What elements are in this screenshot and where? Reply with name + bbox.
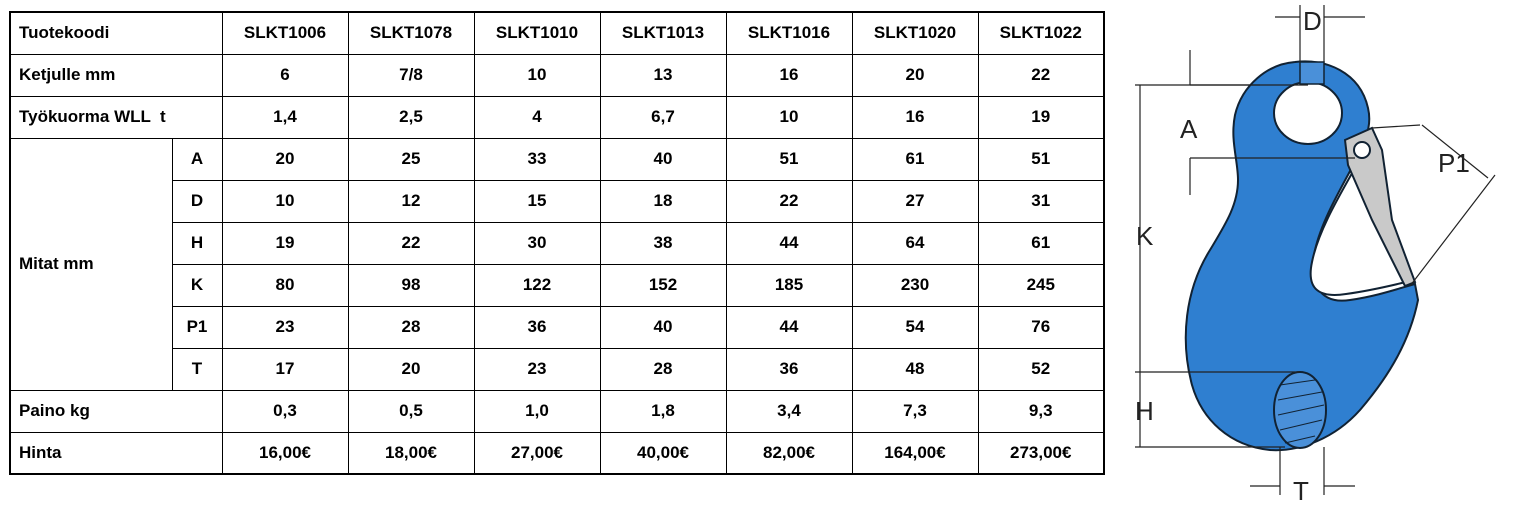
dim-label: A [172,138,222,180]
label-h: H [1135,396,1154,426]
row-dim-a [10,138,1104,180]
hook-body [1186,61,1418,450]
value-cell: 22 [726,180,852,222]
value-cell: 51 [978,138,1104,180]
code-cell: SLKT1006 [222,12,348,54]
value-cell: 245 [978,264,1104,306]
row-dim-d [10,180,1104,222]
value-cell: 1,8 [600,390,726,432]
row-label-hinta: Hinta [10,432,222,474]
value-cell: 52 [978,348,1104,390]
value-cell: 230 [852,264,978,306]
value-cell: 54 [852,306,978,348]
value-cell: 122 [474,264,600,306]
value-cell: 28 [348,306,474,348]
value-cell: 6,7 [600,96,726,138]
value-cell: 7,3 [852,390,978,432]
row-dim-p1 [10,306,1104,348]
label-d: D [1303,6,1322,36]
value-cell: 16 [726,54,852,96]
value-cell: 30 [474,222,600,264]
value-cell: 10 [474,54,600,96]
value-cell: 48 [852,348,978,390]
value-cell: 23 [222,306,348,348]
row-label-paino: Paino kg [10,390,222,432]
value-cell: 10 [726,96,852,138]
value-cell: 20 [348,348,474,390]
value-cell: 36 [474,306,600,348]
label-t: T [1293,476,1309,506]
row-hinta [10,432,1104,474]
value-cell: 61 [852,138,978,180]
value-cell: 40 [600,138,726,180]
value-cell: 20 [852,54,978,96]
row-label-tyokuorma: Työkuorma WLL t [10,96,222,138]
label-p1: P1 [1438,148,1470,178]
price-cell: 18,00€ [348,432,474,474]
value-cell: 22 [978,54,1104,96]
price-cell: 273,00€ [978,432,1104,474]
value-cell: 17 [222,348,348,390]
value-cell: 1,4 [222,96,348,138]
value-cell: 44 [726,306,852,348]
dim-label: P1 [172,306,222,348]
hook-diagram [1110,0,1510,511]
code-cell: SLKT1016 [726,12,852,54]
value-cell: 25 [348,138,474,180]
price-cell: 27,00€ [474,432,600,474]
value-cell: 40 [600,306,726,348]
label-k: K [1136,221,1154,251]
row-tyokuorma [10,96,1104,138]
value-cell: 4 [474,96,600,138]
row-dim-h [10,222,1104,264]
row-product-code [10,12,1104,54]
value-cell: 185 [726,264,852,306]
value-cell: 6 [222,54,348,96]
value-cell: 15 [474,180,600,222]
value-cell: 28 [600,348,726,390]
value-cell: 19 [978,96,1104,138]
dim-label: H [172,222,222,264]
row-dim-t [10,348,1104,390]
value-cell: 9,3 [978,390,1104,432]
value-cell: 1,0 [474,390,600,432]
value-cell: 10 [222,180,348,222]
value-cell: 23 [474,348,600,390]
price-cell: 164,00€ [852,432,978,474]
value-cell: 38 [600,222,726,264]
value-cell: 64 [852,222,978,264]
value-cell: 44 [726,222,852,264]
value-cell: 2,5 [348,96,474,138]
row-label-product-code: Tuotekoodi [10,12,222,54]
value-cell: 31 [978,180,1104,222]
value-cell: 18 [600,180,726,222]
value-cell: 33 [474,138,600,180]
row-label-ketjulle: Ketjulle mm [10,54,222,96]
code-cell: SLKT1078 [348,12,474,54]
value-cell: 12 [348,180,474,222]
value-cell: 36 [726,348,852,390]
spec-table [9,11,1105,475]
row-ketjulle [10,54,1104,96]
value-cell: 27 [852,180,978,222]
value-cell: 20 [222,138,348,180]
code-cell: SLKT1020 [852,12,978,54]
value-cell: 61 [978,222,1104,264]
code-cell: SLKT1022 [978,12,1104,54]
dim-label: D [172,180,222,222]
value-cell: 16 [852,96,978,138]
row-dim-k [10,264,1104,306]
value-cell: 19 [222,222,348,264]
value-cell: 13 [600,54,726,96]
value-cell: 76 [978,306,1104,348]
price-cell: 82,00€ [726,432,852,474]
value-cell: 152 [600,264,726,306]
row-label-mitat: Mitat mm [10,138,172,390]
value-cell: 0,3 [222,390,348,432]
value-cell: 7/8 [348,54,474,96]
value-cell: 98 [348,264,474,306]
dim-label: T [172,348,222,390]
code-cell: SLKT1010 [474,12,600,54]
value-cell: 0,5 [348,390,474,432]
code-cell: SLKT1013 [600,12,726,54]
row-paino [10,390,1104,432]
price-cell: 40,00€ [600,432,726,474]
price-cell: 16,00€ [222,432,348,474]
label-a: A [1180,114,1198,144]
value-cell: 51 [726,138,852,180]
value-cell: 80 [222,264,348,306]
value-cell: 22 [348,222,474,264]
value-cell: 3,4 [726,390,852,432]
dim-label: K [172,264,222,306]
